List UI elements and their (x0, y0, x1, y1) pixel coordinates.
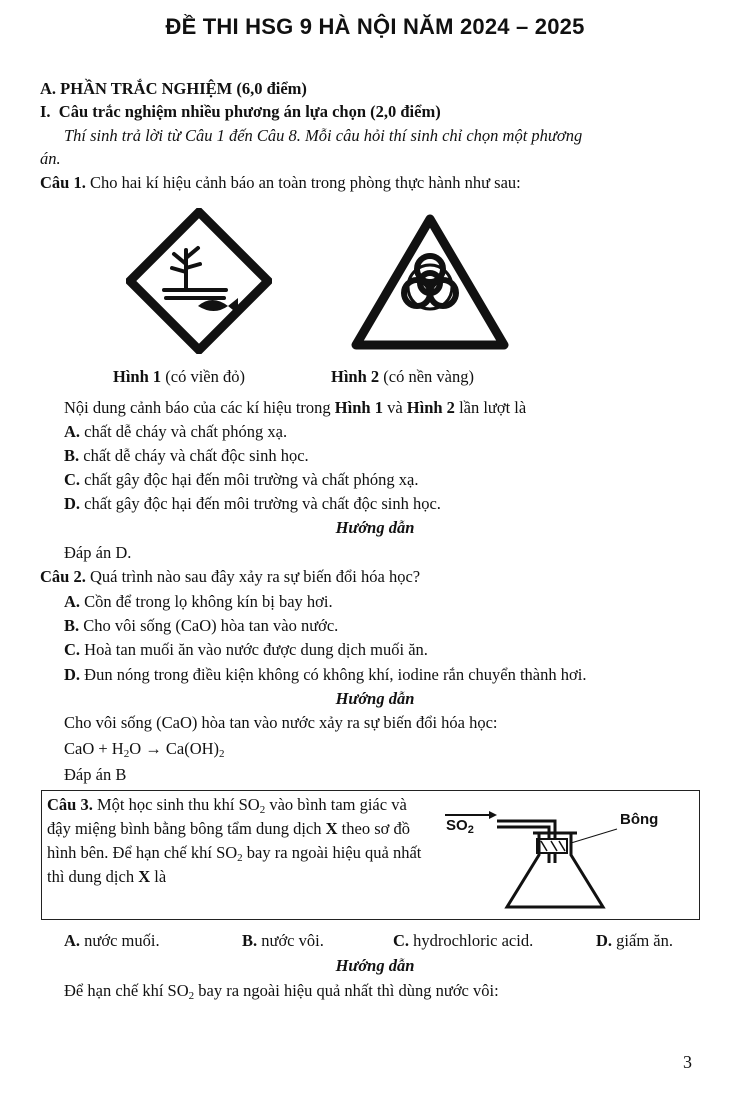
option-text: chất gây độc hại đến môi trường và chất phóng xạ. (84, 470, 419, 489)
biohazard-icon (350, 213, 510, 353)
question-3-text (47, 793, 427, 889)
so2-label (446, 817, 474, 834)
question-1-prompt (64, 397, 526, 419)
q2-option-c (64, 639, 428, 661)
q1-prompt-fig2: Hình 2 (406, 398, 455, 417)
figure-1-note: (có viền đỏ) (165, 367, 246, 386)
q1-option-d (64, 493, 441, 515)
page-title: ĐỀ THI HSG 9 HÀ NỘI NĂM 2024 – 2025 (165, 14, 585, 39)
q1-option-a (64, 421, 287, 443)
q3-option-a (64, 930, 160, 952)
q3-text-part: Một học sinh thu khí SO (96, 795, 260, 814)
equation-part: CaO + H (64, 739, 124, 758)
figure-1-caption (113, 366, 245, 388)
q3-option-d (596, 930, 673, 952)
question-3-label: Câu 3. (47, 795, 93, 814)
q3-option-b (242, 930, 324, 952)
option-key: A. (64, 422, 81, 441)
option-text: giấm ăn. (616, 931, 673, 950)
question-2-label: Câu 2. (40, 567, 86, 586)
q3-solution-x: X (325, 819, 338, 838)
part-1-heading (40, 101, 441, 123)
q1-answer: Đáp án D. (64, 543, 132, 562)
reaction-arrow: → (145, 739, 162, 758)
option-text: Cồn để trong lọ không kín bị bay hơi. (84, 592, 333, 611)
figure-1-label: Hình 1 (113, 367, 162, 386)
option-text: chất dễ cháy và chất độc sinh học. (83, 446, 309, 465)
q3-subscript: 2 (237, 852, 243, 864)
option-text: Hoà tan muối ăn vào nước được dung dịch muối ăn. (84, 640, 428, 659)
question-1-label: Câu 1. (40, 173, 86, 192)
q1-option-b (64, 445, 309, 467)
q3-text-part: là (150, 867, 167, 886)
q2-option-a (64, 591, 333, 613)
q3-explanation (64, 980, 499, 1002)
q3-subscript: 2 (259, 804, 266, 816)
option-key: C. (64, 470, 81, 489)
option-text: chất gây độc hại đến môi trường và chất độc sinh học. (84, 494, 441, 513)
option-text: chất dễ cháy và chất phóng xạ. (84, 422, 288, 441)
instruction-line-2: án. (40, 149, 61, 168)
option-key: D. (64, 665, 81, 684)
option-text: nước vôi. (261, 931, 324, 950)
environment-hazard-icon (126, 208, 272, 354)
option-text: Đun nóng trong điều kiện không có không khí, iodine rắn chuyển thành hơi. (84, 665, 587, 684)
figure-2-note: (có nền vàng) (383, 367, 474, 386)
q3-explain-part: bay ra ngoài hiệu quả nhất thì dùng nước vôi: (194, 981, 499, 1000)
equation-subscript: 2 (123, 748, 130, 760)
q3-text-part: theo sơ đồ hình bên. Để hạn chế khí SO (47, 819, 410, 862)
section-a-heading: A. PHẦN TRẮC NGHIỆM (6,0 điểm) (40, 79, 307, 98)
question-2-stem (40, 566, 420, 588)
option-key: B. (242, 931, 258, 950)
option-key: A. (64, 592, 81, 611)
q2-explanation: Cho vôi sống (CaO) hòa tan vào nước xảy ra sự biến đổi hóa học: (64, 713, 498, 732)
option-text: Cho vôi sống (CaO) hòa tan vào nước. (83, 616, 339, 635)
q1-prompt-and: và (387, 398, 403, 417)
q1-prompt-fig1: Hình 1 (334, 398, 383, 417)
q2-equation (64, 738, 225, 760)
q1-prompt-part: Nội dung cảnh báo của các kí hiệu trong (64, 398, 331, 417)
figure-2-label: Hình 2 (331, 367, 380, 386)
part-1-number: I. (40, 102, 51, 121)
equation-part: Ca(OH) (165, 739, 220, 758)
q2-option-b (64, 615, 338, 637)
q1-prompt-end: lần lượt là (459, 398, 527, 417)
cotton-label: Bông (620, 811, 659, 828)
option-key: A. (64, 931, 81, 950)
q3-text-part: vào bình tam giác và đậy miệng bình bằng bông tẩm dung dịch (47, 795, 407, 838)
equation-part: O (129, 739, 142, 758)
option-key: B. (64, 616, 80, 635)
question-2-text: Quá trình nào sau đây xảy ra sự biến đổi hóa học? (89, 567, 421, 586)
instruction-line-1: Thí sinh trả lời từ Câu 1 đến Câu 8. Mỗi câu hỏi thí sinh chỉ chọn một phương (64, 126, 583, 145)
q3-solution-x: X (138, 867, 151, 886)
q1-option-c (64, 469, 418, 491)
page-number: 3 (683, 1052, 692, 1072)
option-key: C. (393, 931, 410, 950)
option-key: D. (64, 494, 81, 513)
q3-explain-subscript: 2 (188, 990, 195, 1002)
option-key: D. (596, 931, 613, 950)
question-1-stem (40, 172, 521, 194)
q2-guide-heading: Hướng dẫn (335, 689, 415, 708)
gas-subscript: 2 (467, 824, 474, 836)
part-1-title: Câu trắc nghiệm nhiều phương án lựa chọn (2,0 điểm) (58, 102, 441, 121)
equation-subscript: 2 (219, 748, 225, 760)
gas-label: SO (446, 817, 468, 834)
q3-text-part: bay ra ngoài hiệu quả nhất thì dung dịch (47, 843, 422, 886)
figure-2-caption (331, 366, 474, 388)
question-1-text: Cho hai kí hiệu cảnh báo an toàn trong phòng thực hành như sau: (89, 173, 521, 192)
option-key: C. (64, 640, 81, 659)
option-text: nước muối. (84, 931, 160, 950)
option-key: B. (64, 446, 80, 465)
q2-option-d (64, 664, 586, 686)
q1-guide-heading: Hướng dẫn (335, 518, 415, 537)
option-text: hydrochloric acid. (413, 931, 534, 950)
q2-answer: Đáp án B (64, 765, 127, 784)
q3-guide-heading: Hướng dẫn (335, 956, 415, 975)
q3-option-c (393, 930, 533, 952)
question-3-box (41, 790, 700, 920)
q3-explain-part: Để hạn chế khí SO (64, 981, 189, 1000)
